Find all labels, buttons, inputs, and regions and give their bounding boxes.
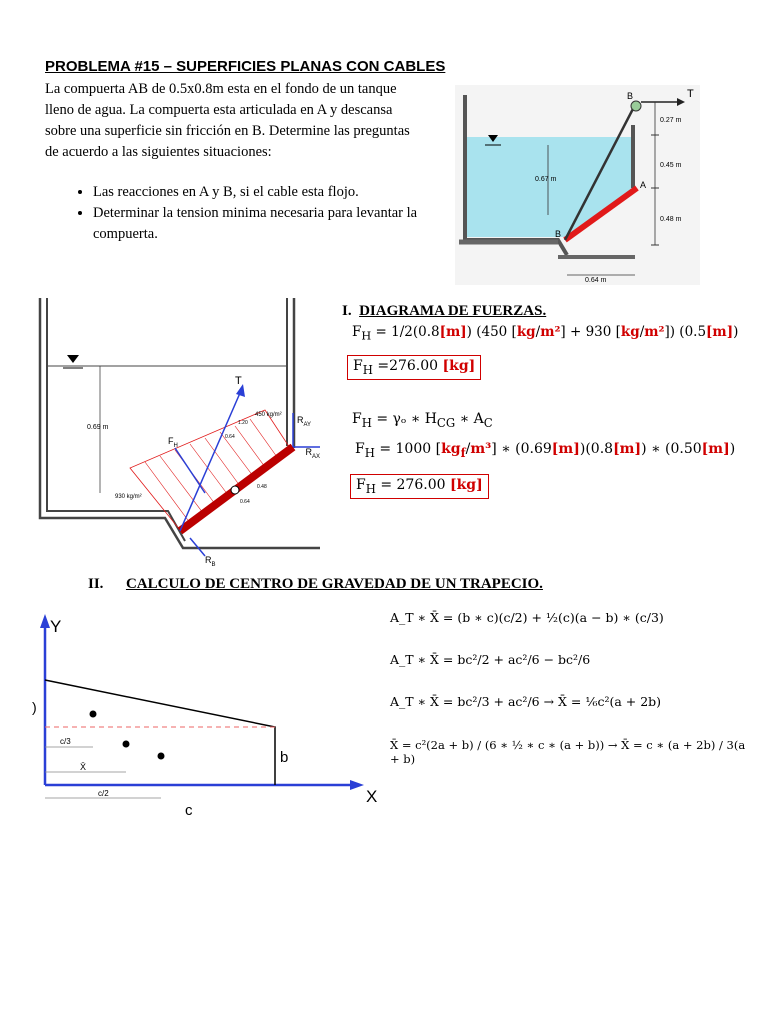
page-title: PROBLEMA #15 – SUPERFICIES PLANAS CON CABLES xyxy=(45,58,446,75)
label-y: Y xyxy=(50,617,62,636)
trapezoid-eq-2: A_T ∗ X̄ = bc²/2 + ac²/6 − bc²/6 xyxy=(390,652,591,667)
dim-067: 0.67 m xyxy=(535,176,557,183)
dim-069: 0.69 m xyxy=(87,424,109,431)
force-diagram-figure xyxy=(35,298,330,568)
label-a: ) xyxy=(32,699,37,715)
label-rb: $R_B$ xyxy=(205,555,216,568)
question-item: • Determinar la tension minima necesaria para levantar la compuerta. xyxy=(93,203,445,245)
statement-line: sobre una superficie sin fricción en B. Determine las preguntas xyxy=(45,123,410,139)
label-t: T xyxy=(687,88,694,100)
section-1-heading: I. DIAGRAMA DE FUERZAS. xyxy=(342,303,547,319)
label-t: T xyxy=(235,375,242,387)
dim-930: 930 kg/m² xyxy=(115,494,142,500)
label-xbar: X̄ xyxy=(80,762,87,772)
label-ray: $R_{AY}$ xyxy=(297,415,312,428)
dim-450: 450 kg/m² xyxy=(255,412,282,418)
label-b: B xyxy=(627,91,634,101)
equation-fh-formula: $F_H = \gamma_o$ ∗ $H_{CG}$ ∗ $A_C$ xyxy=(352,411,493,430)
label-c2: c/2 xyxy=(98,789,109,798)
result-fh-2: $F_H = 276.00$ [kg] xyxy=(350,474,489,499)
trapezoid-eq-3: A_T ∗ X̄ = bc²/3 + ac²/6 → X̄ = ⅙c²(a + 2b) xyxy=(390,694,662,709)
problem-statement xyxy=(45,79,440,163)
equation-fh-1: $F_H = 1/2(0.8[m])$ (450 [kg/m²] + 930 [kg/m²]) (0.5[m]) xyxy=(352,324,739,343)
label-x: X xyxy=(366,787,378,806)
dim-027: 0.27 m xyxy=(660,117,682,124)
trapezoid-eq-1: A_T ∗ X̄ = (b ∗ c)(c/2) + ½(c)(a − b) ∗ (c/3) xyxy=(390,610,664,625)
statement-line: La compuerta AB de 0.5x0.8m esta en el fondo de un tanque xyxy=(45,81,397,97)
question-list xyxy=(45,182,445,245)
dim-064: 0.64 m xyxy=(585,277,607,284)
dim-048: 0.48 m xyxy=(660,216,682,223)
trapezoid-eq-4: X̄ = c²(2a + b) / (6 ∗ ½ ∗ c ∗ (a + b)) → X̄ = c ∗ (a + 2b) / 3(a + b) xyxy=(390,738,746,766)
question-item: • Las reacciones en A y B, si el cable esta flojo. xyxy=(93,182,445,203)
label-rax: $R_{AX}$ xyxy=(305,447,320,460)
statement-line: de acuerdo a las siguientes situaciones: xyxy=(45,144,272,160)
section-2-heading: II. CALCULO DE CENTRO DE GRAVEDAD DE UN TRAPECIO. xyxy=(88,576,543,592)
label-c: c xyxy=(185,802,193,819)
label-a: A xyxy=(640,180,647,190)
trapezoid-figure xyxy=(30,610,380,825)
statement-line: lleno de agua. La compuerta esta articulada en A y descansa xyxy=(45,102,393,118)
label-b-low: B xyxy=(555,229,562,239)
dim-064a: 0.64 xyxy=(225,434,235,440)
tank-gate-figure xyxy=(455,85,700,285)
equation-fh-2: $F_H = 1000$ $[kg_f/m^3]$ ∗ (0.69[m])(0.8[m]) ∗ (0.50[m]) xyxy=(355,441,736,460)
label-b: b xyxy=(280,749,289,766)
dim-045: 0.45 m xyxy=(660,162,682,169)
result-fh-1: $F_H =276.00$ [kg] xyxy=(347,355,481,380)
dim-064b: 0.64 xyxy=(240,499,250,505)
dim-120: 1.20 xyxy=(238,420,248,426)
pulley xyxy=(631,101,641,111)
dim-048: 0.48 xyxy=(257,484,267,490)
label-fh: $F_H$ xyxy=(168,436,178,449)
label-c3: c/3 xyxy=(60,737,71,746)
